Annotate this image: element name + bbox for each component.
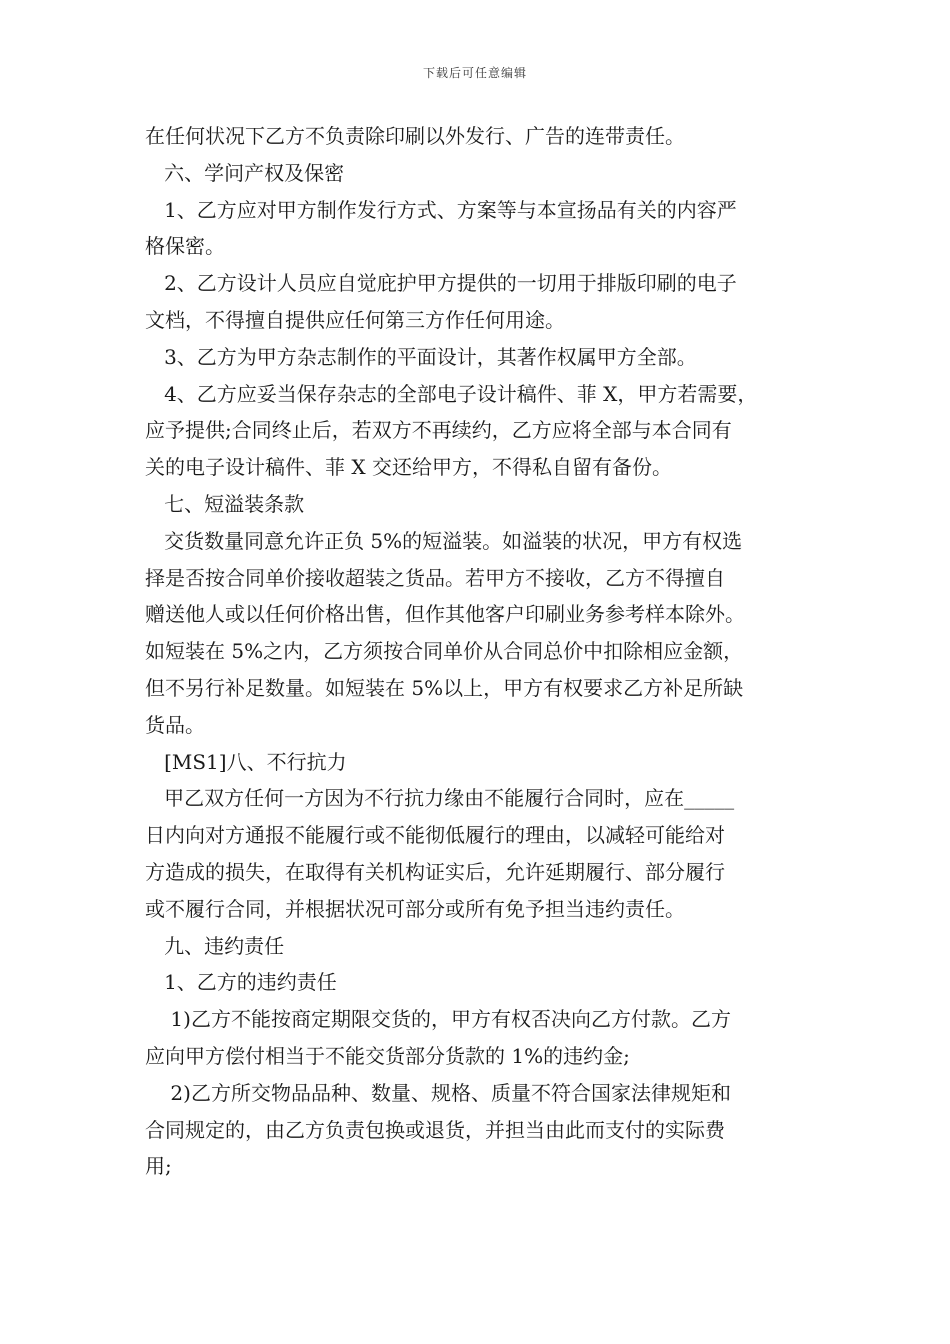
- section-heading-eight: [MS1]八、不行抗力: [145, 749, 347, 774]
- text-line: 1、乙方的违约责任: [145, 970, 337, 995]
- text-line: 3、乙方为甲方杂志制作的平面设计，其著作权属甲方全部。: [145, 344, 697, 369]
- text-line: 合同规定的，由乙方负责包换或退货，并担当由此而支付的实际费: [145, 1117, 725, 1142]
- text-line: 2)乙方所交物品品种、数量、规格、质量不符合国家法律规矩和: [145, 1080, 731, 1105]
- text-line: 4、乙方应妥当保存杂志的全部电子设计稿件、菲 X，甲方若需要，: [145, 381, 758, 406]
- text-line: 格保密。: [145, 234, 225, 259]
- section-heading-six: 六、学问产权及保密: [145, 160, 345, 185]
- text-line: 关的电子设计稿件、菲 X 交还给甲方，不得私自留有备份。: [145, 455, 672, 480]
- text-line: 如短装在 5%之内，乙方须按合同单价从合同总价中扣除相应金额，: [145, 639, 744, 664]
- text-line: 2、乙方设计人员应自觉庇护甲方提供的一切用于排版印刷的电子: [145, 271, 737, 296]
- text-line: 方造成的损失，在取得有关机构证实后，允许延期履行、部分履行: [145, 859, 725, 884]
- section-heading-nine: 九、违约责任: [145, 933, 285, 958]
- page-header: 下载后可任意编辑: [422, 66, 527, 80]
- text-line: 1、乙方应对甲方制作发行方式、方案等与本宣扬品有关的内容严: [145, 197, 737, 222]
- text-line: 日内向对方通报不能履行或不能彻低履行的理由，以减轻可能给对: [145, 823, 725, 848]
- text-line: 文档，不得擅自提供应任何第三方作任何用途。: [145, 307, 565, 332]
- text-line: 在任何状况下乙方不负责除印刷以外发行、广告的连带责任。: [145, 124, 685, 148]
- text-line: 择是否按合同单价接收超装之货品。若甲方不接收，乙方不得擅自: [145, 565, 725, 590]
- text-line: 或不履行合同，并根据状况可部分或所有免予担当违约责任。: [145, 896, 685, 921]
- text-line: 但不另行补足数量。如短装在 5%以上，甲方有权要求乙方补足所缺: [145, 675, 744, 700]
- text-line: 应予提供;合同终止后，若双方不再续约，乙方应将全部与本合同有: [145, 418, 732, 443]
- text-line: 用;: [145, 1154, 172, 1179]
- section-heading-seven: 七、短溢装条款: [145, 491, 305, 516]
- text-line: 1)乙方不能按商定期限交货的，甲方有权否决向乙方付款。乙方: [145, 1007, 731, 1032]
- text-line: 赠送他人或以任何价格出售，但作其他客户印刷业务参考样本除外。: [145, 602, 745, 627]
- text-line: 甲乙双方任何一方因为不行抗力缘由不能履行合同时，应在_____: [145, 786, 735, 811]
- document-body: [145, 118, 810, 1185]
- text-line: 货品。: [145, 712, 205, 737]
- text-line: 交货数量同意允许正负 5%的短溢装。如溢装的状况，甲方有权选: [145, 528, 743, 553]
- text-line: 应向甲方偿付相当于不能交货部分货款的 1%的违约金;: [145, 1043, 630, 1068]
